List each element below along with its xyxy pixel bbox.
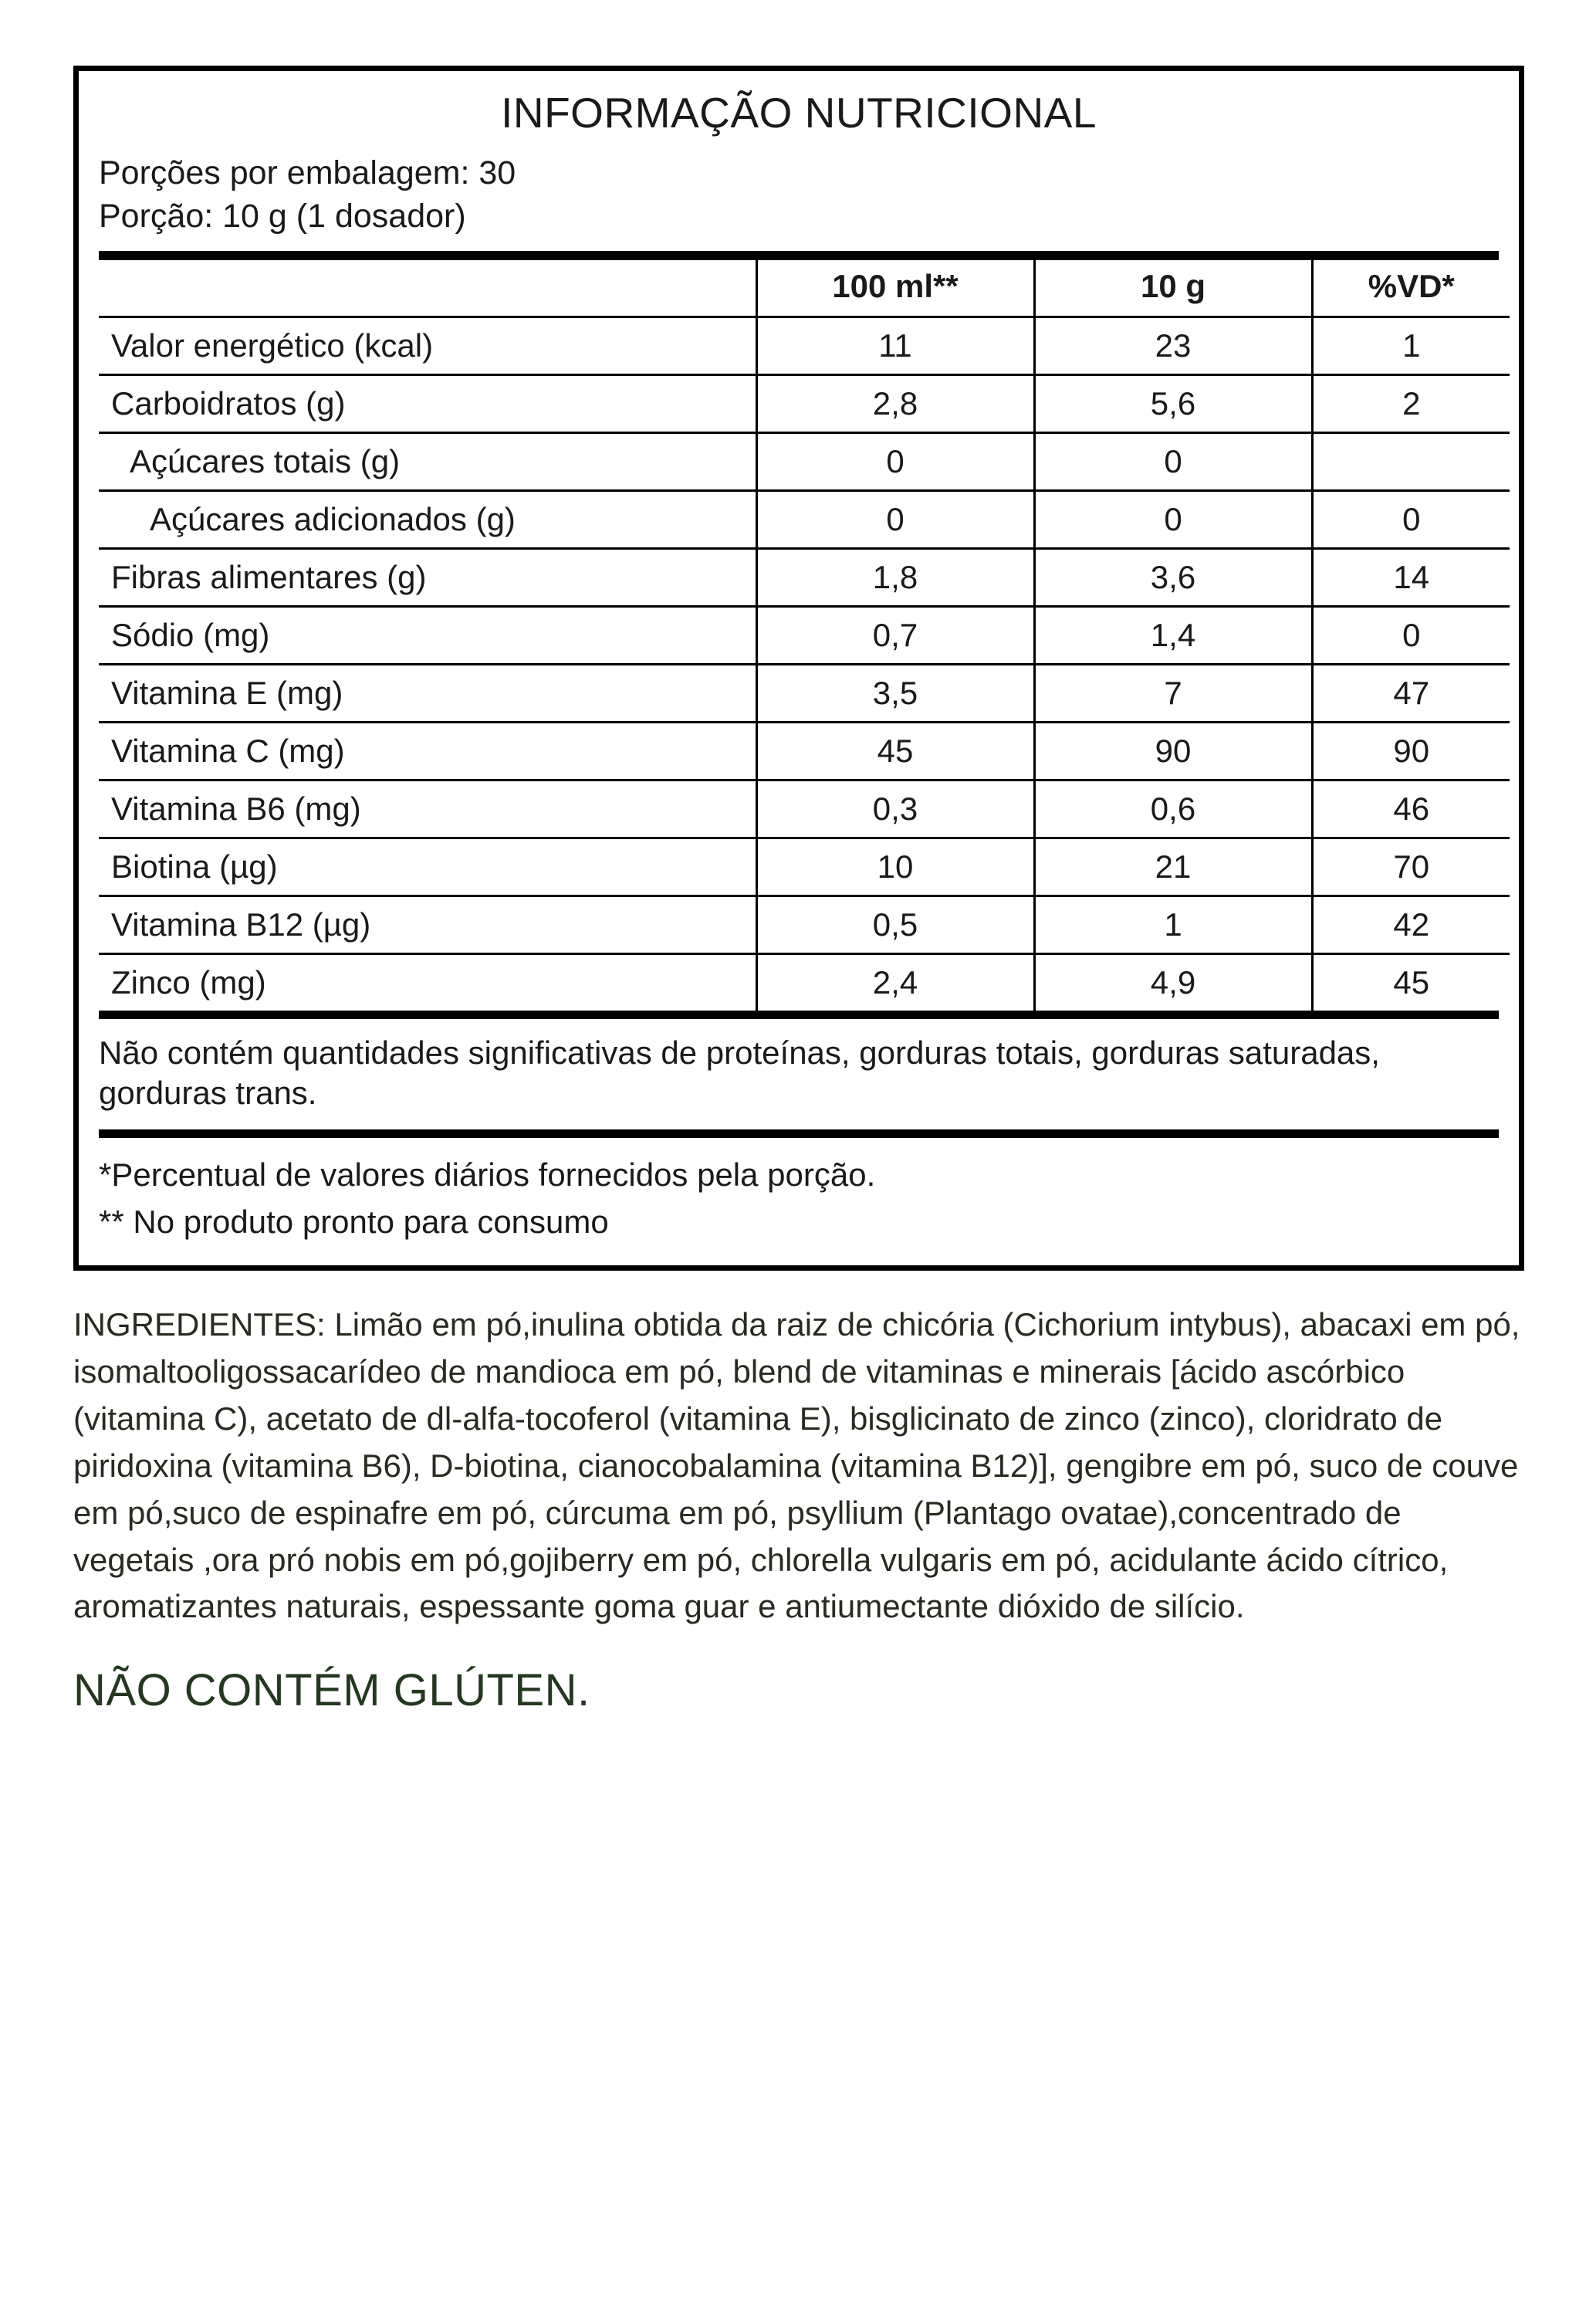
row-value-vd: 0 bbox=[1312, 490, 1510, 548]
table-row bbox=[99, 606, 1510, 664]
column-header-10g: 10 g bbox=[1034, 260, 1312, 317]
row-value-vd: 0 bbox=[1312, 606, 1510, 664]
footnotes bbox=[79, 1138, 1519, 1265]
row-value-vd: 47 bbox=[1312, 664, 1510, 722]
column-header-vd: %VD* bbox=[1368, 267, 1455, 304]
row-value-100ml: 3,5 bbox=[756, 664, 1034, 722]
row-value-vd: 1 bbox=[1312, 317, 1510, 374]
servings-per-package: Porções por embalagem: 30 bbox=[99, 154, 516, 191]
row-value-100ml: 0,7 bbox=[756, 606, 1034, 664]
table-row bbox=[99, 838, 1510, 896]
table-row bbox=[99, 953, 1510, 1011]
row-label: Vitamina C (mg) bbox=[99, 722, 756, 780]
row-value-10g: 3,6 bbox=[1034, 548, 1312, 606]
row-value-10g: 0,6 bbox=[1034, 780, 1312, 838]
row-label: Vitamina B6 (mg) bbox=[99, 780, 756, 838]
row-value-vd: 14 bbox=[1312, 548, 1510, 606]
row-value-10g: 23 bbox=[1034, 317, 1312, 374]
nutrition-facts-box bbox=[73, 66, 1524, 1271]
table-row bbox=[99, 490, 1510, 548]
row-value-100ml: 0,3 bbox=[756, 780, 1034, 838]
divider-before-footnotes bbox=[99, 1129, 1499, 1138]
column-header-nutrient bbox=[99, 260, 756, 317]
table-row bbox=[99, 722, 1510, 780]
row-value-100ml: 45 bbox=[756, 722, 1034, 780]
row-value-vd: 46 bbox=[1312, 780, 1510, 838]
row-value-vd bbox=[1312, 432, 1510, 490]
row-label: Vitamina E (mg) bbox=[99, 664, 756, 722]
row-value-10g: 0 bbox=[1034, 490, 1312, 548]
table-row bbox=[99, 548, 1510, 606]
table-row bbox=[99, 432, 1510, 490]
divider-after-table bbox=[99, 1011, 1499, 1019]
row-value-10g: 21 bbox=[1034, 838, 1312, 896]
row-value-100ml: 11 bbox=[756, 317, 1034, 374]
row-label: Fibras alimentares (g) bbox=[99, 548, 756, 606]
gluten-free-statement: NÃO CONTÉM GLÚTEN. bbox=[73, 1665, 590, 1716]
row-value-vd: 42 bbox=[1312, 896, 1510, 953]
table-header-row bbox=[99, 260, 1510, 317]
row-label: Carboidratos (g) bbox=[99, 374, 756, 432]
nutrition-title: INFORMAÇÃO NUTRICIONAL bbox=[501, 89, 1097, 137]
table-row bbox=[99, 664, 1510, 722]
row-value-100ml: 2,4 bbox=[756, 953, 1034, 1011]
nutrition-table bbox=[99, 260, 1510, 1011]
row-value-vd: 45 bbox=[1312, 953, 1510, 1011]
table-row bbox=[99, 374, 1510, 432]
row-value-10g: 1 bbox=[1034, 896, 1312, 953]
row-value-100ml: 1,8 bbox=[756, 548, 1034, 606]
row-label: Zinco (mg) bbox=[99, 953, 756, 1011]
row-value-100ml: 0,5 bbox=[756, 896, 1034, 953]
row-label: Sódio (mg) bbox=[99, 606, 756, 664]
row-value-vd: 2 bbox=[1312, 374, 1510, 432]
footnote-vd: *Percentual de valores diários fornecidos pela porção. bbox=[99, 1156, 876, 1193]
row-label: Valor energético (kcal) bbox=[99, 317, 756, 374]
row-value-100ml: 0 bbox=[756, 490, 1034, 548]
row-value-10g: 4,9 bbox=[1034, 953, 1312, 1011]
row-value-10g: 1,4 bbox=[1034, 606, 1312, 664]
serving-size: Porção: 10 g (1 dosador) bbox=[99, 198, 466, 235]
row-value-100ml: 0 bbox=[756, 432, 1034, 490]
row-value-10g: 5,6 bbox=[1034, 374, 1312, 432]
divider-top bbox=[99, 251, 1499, 260]
row-label: Biotina (µg) bbox=[99, 838, 756, 896]
ingredients-text: INGREDIENTES: Limão em pó,inulina obtida da raiz de chicória (Cichorium intybus), abacaxi em pó, isomaltooligossacarídeo de mandioca em pó, blend de vitaminas e minerais [ácido ascórbico (vitamina C), acetato de dl-alfa-tocoferol (vitamina E), bisglicinato de zinco (zinco), cloridrato de piridoxina (vitamina B6), D-biotina, cianocobalamina (vitamina B12)], gengibre em pó, suco de couve em pó,suco de espinafre em pó, cúrcuma em pó, psyllium (Plantago ovatae),concentrado de vegetais ,ora pró nobis em pó,gojiberry em pó, chlorella vulgaris em pó, acidulante ácido cítrico, aromatizantes naturais, espessante goma guar e antiumectante dióxido de silício. bbox=[73, 1306, 1520, 1625]
row-value-10g: 90 bbox=[1034, 722, 1312, 780]
serving-info bbox=[79, 151, 1519, 239]
table-row bbox=[99, 780, 1510, 838]
row-value-100ml: 2,8 bbox=[756, 374, 1034, 432]
row-value-vd: 90 bbox=[1312, 722, 1510, 780]
row-label: Açúcares adicionados (g) bbox=[99, 490, 756, 548]
table-row bbox=[99, 896, 1510, 953]
row-value-10g: 0 bbox=[1034, 432, 1312, 490]
row-value-10g: 7 bbox=[1034, 664, 1312, 722]
row-label: Açúcares totais (g) bbox=[99, 432, 756, 490]
row-label: Vitamina B12 (µg) bbox=[99, 896, 756, 953]
row-value-vd: 70 bbox=[1312, 838, 1510, 896]
footnote-ready-product: ** No produto pronto para consumo bbox=[99, 1203, 609, 1240]
insignificant-amounts-note: Não contém quantidades significativas de proteínas, gorduras totais, gorduras saturadas, gorduras trans. bbox=[99, 1034, 1380, 1112]
table-row bbox=[99, 317, 1510, 374]
row-value-100ml: 10 bbox=[756, 838, 1034, 896]
column-header-100ml: 100 ml** bbox=[756, 260, 1034, 317]
